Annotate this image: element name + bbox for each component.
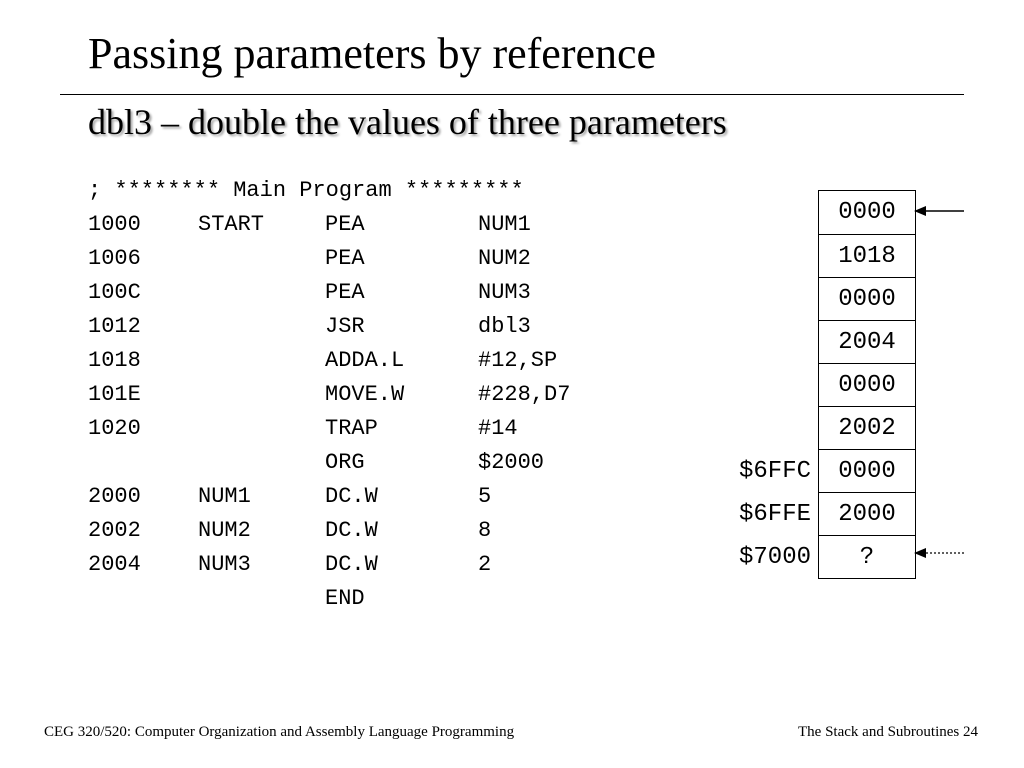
stack-cell-value: ?: [859, 544, 875, 571]
code-opcode: DC.W: [325, 484, 378, 509]
code-address: 1012: [88, 314, 141, 339]
code-opcode: PEA: [325, 212, 365, 237]
code-address: 2000: [88, 484, 141, 509]
slide-title: Passing parameters by reference: [88, 29, 657, 78]
stack-cell-value: 0000: [838, 458, 896, 485]
code-address: 100C: [88, 280, 141, 305]
stack-cell-value: 2004: [838, 329, 896, 356]
code-address: 1020: [88, 416, 141, 441]
code-address: 2002: [88, 518, 141, 543]
stack-address-label: $6FFC: [738, 458, 811, 485]
code-address: 1018: [88, 348, 141, 373]
code-operand: #228,D7: [478, 382, 571, 407]
code-address: 2004: [88, 552, 141, 577]
stack-address-label: $7000: [738, 544, 811, 571]
code-label: START: [198, 212, 265, 237]
code-operand: NUM1: [478, 212, 531, 237]
code-opcode: ADDA.L: [325, 348, 405, 373]
stack-cell-value: 0000: [838, 372, 896, 399]
stack-cell-value: 2000: [838, 501, 896, 528]
code-operand: 2: [478, 552, 492, 577]
footer-course: CEG 320/520: Computer Organization and Assembly Language Programming: [44, 724, 515, 740]
code-operand: dbl3: [478, 314, 531, 339]
slide-subtitle: dbl3 – double the values of three parameters: [88, 102, 727, 142]
code-address: 1006: [88, 246, 141, 271]
footer-page: The Stack and Subroutines 24: [798, 724, 978, 740]
code-label: NUM1: [198, 484, 251, 509]
code-address: 101E: [88, 382, 141, 407]
code-opcode: PEA: [325, 246, 365, 271]
code-opcode: TRAP: [325, 416, 378, 441]
code-operand: #14: [478, 416, 518, 441]
code-operand: 8: [478, 518, 492, 543]
code-opcode: DC.W: [325, 518, 378, 543]
stack-cell-value: 0000: [838, 286, 896, 313]
code-operand: $2000: [478, 450, 545, 475]
stack-address-label: $6FFE: [738, 501, 811, 528]
code-label: NUM2: [198, 518, 251, 543]
original-stack-pointer-arrow-icon: [914, 548, 964, 558]
code-comment: ; ******** Main Program *********: [88, 178, 524, 203]
code-opcode: JSR: [325, 314, 365, 339]
code-opcode: DC.W: [325, 552, 378, 577]
code-operand: #12,SP: [478, 348, 558, 373]
stack-pointer-arrow-icon: [914, 206, 964, 216]
code-operand: NUM2: [478, 246, 531, 271]
code-opcode: ORG: [325, 450, 365, 475]
code-operand: 5: [478, 484, 492, 509]
stack-cell-value: 2002: [838, 415, 896, 442]
code-opcode: END: [325, 586, 365, 611]
stack-cell-value: 0000: [838, 199, 896, 226]
code-opcode: MOVE.W: [325, 382, 405, 407]
code-label: NUM3: [198, 552, 251, 577]
code-opcode: PEA: [325, 280, 365, 305]
code-address: 1000: [88, 212, 141, 237]
stack-cell-value: 1018: [838, 243, 896, 270]
code-operand: NUM3: [478, 280, 531, 305]
